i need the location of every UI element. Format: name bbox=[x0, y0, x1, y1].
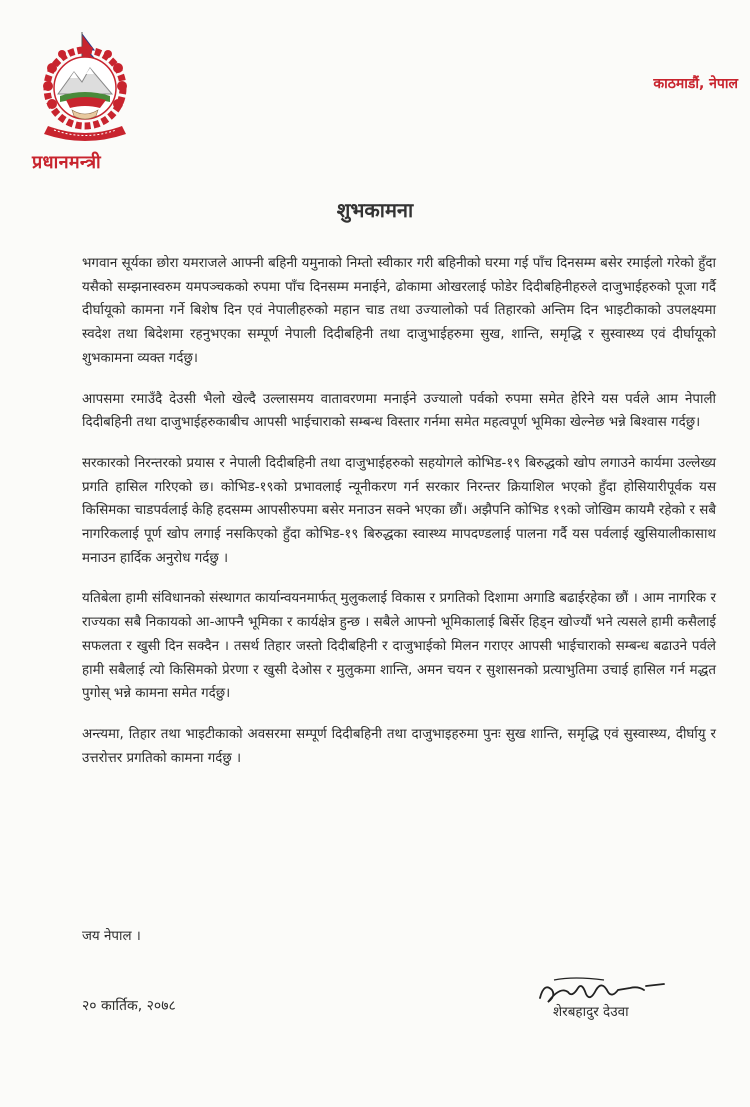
paragraph: भगवान सूर्यका छोरा यमराजले आफ्नी बहिनी यमुनाको निम्तो स्वीकार गरी बहिनीको घरमा गई पाँच दिनसम्म बसेर रमाईलो गरेको हुँदा यसैको सम्झनास्वरुम यमपञ्चकको रुपमा पाँच दिनसम्म मनाईने, ढोकामा ओखरलाई फोडेर दिदीबहिनीहरुले दाजुभाईहरुको पूजा गर्दै दीर्घायूको कामना गर्ने बिशेष दिन एवं नेपालीहरुको महान चाड तथा उज्यालोको पर्व तिहारको अन्तिम दिन भाइटीकाको उपलक्ष्यमा स्वदेश तथा बिदेशमा रहनुभएका सम्पूर्ण नेपाली दिदीबहिनी तथा दाजुभाईहरुमा सुख, शान्ति, समृद्धि र सुस्वास्थ्य एवं दीर्घायूको शुभकामना व्यक्त गर्दछु। bbox=[82, 256, 716, 366]
paragraph: आपसमा रमाउँदै देउसी भैलो खेल्दै उल्लासमय वातावरणमा मनाईने उज्यालो पर्वको रुपमा समेत हेरिने यस पर्वले आम नेपाली दिदीबहिनी तथा दाजुभाईहरुकाबीच आपसी भाईचाराको सम्बन्ध विस्तार गर्नमा समेत महत्वपूर्ण भूमिका खेल्नेछ भन्ने बिश्वास गर्दछु। bbox=[82, 391, 716, 431]
paragraph: अन्त्यमा, तिहार तथा भाइटीकाको अवसरमा सम्पूर्ण दिदीबहिनी तथा दाजुभाइहरुमा पुनः सुख शान्ति, समृद्धि एवं सुस्वास्थ्य, दीर्घायु र उत्तरोत्तर प्रगतिको कामना गर्दछु । bbox=[82, 726, 716, 766]
letter-date: २० कार्तिक, २०७८ bbox=[82, 998, 176, 1014]
signatory-name: शेरबहादुर देउवा bbox=[553, 1004, 629, 1020]
letter-body bbox=[82, 252, 716, 787]
office-title: प्रधानमन्त्री bbox=[32, 152, 101, 173]
paragraph: सरकारको निरन्तरको प्रयास र नेपाली दिदीबहिनी तथा दाजुभाईहरुको सहयोगले कोभिड-१९ बिरुद्धको खोप लगाउने कार्यमा उल्लेख्य प्रगति हासिल गरिएको छ। कोभिड-१९को प्रभावलाई न्यूनीकरण गर्न सरकार निरन्तर क्रियाशिल भएको हुँदा होसियारीपूर्वक यस किसिमका चाडपर्वलाई केहि हदसम्म आपसीरुपमा बसेर मनाउन सक्ने भएका छौं। अझैपनि कोभिड १९को जोखिम कायमै रहेको र सबै नागरिकलाई पूर्ण खोप लगाई नसकिएको हुँदा कोभिड-१९ बिरुद्धका स्वास्थ्य मापदण्डलाई पालना गर्दै यस पर्वलाई खुसियालीकासाथ मनाउन हार्दिक अनुरोध गर्दछु । bbox=[82, 455, 716, 566]
nepal-emblem-icon bbox=[30, 28, 140, 146]
paragraph: यतिबेला हामी संविधानको संस्थागत कार्यान्वयनमार्फत् मुलुकलाई विकास र प्रगतिको दिशामा अगाडि बढाईरहेका छौं । आम नागरिक र राज्यका सबै निकायको आ-आफ्नै भूमिका र कार्यक्षेत्र हुन्छ । सबैले आफ्नो भूमिकालाई बिर्सेर हिड्न खोज्यौं भने त्यसले हामी कसैलाई सफलता र खुसी दिन सक्दैन । तसर्थ तिहार जस्तो दिदीबहिनी र दाजुभाईको मिलन गराएर आपसी भाईचाराको सम्बन्ध बढाउने पर्वले हामी सबैलाई त्यो किसिमको प्रेरणा र खुसी देओस र मुलुकमा शान्ति, अमन चयन र सुशासनको प्रत्याभुतिमा उचाई हासिल गर्न मद्धत पुगोस् भन्ने कामना समेत गर्दछु। bbox=[82, 591, 716, 702]
letter-location: काठमाडौं, नेपाल bbox=[653, 76, 738, 92]
letter-heading: शुभकामना bbox=[336, 198, 414, 222]
closing-salutation: जय नेपाल । bbox=[82, 929, 141, 944]
